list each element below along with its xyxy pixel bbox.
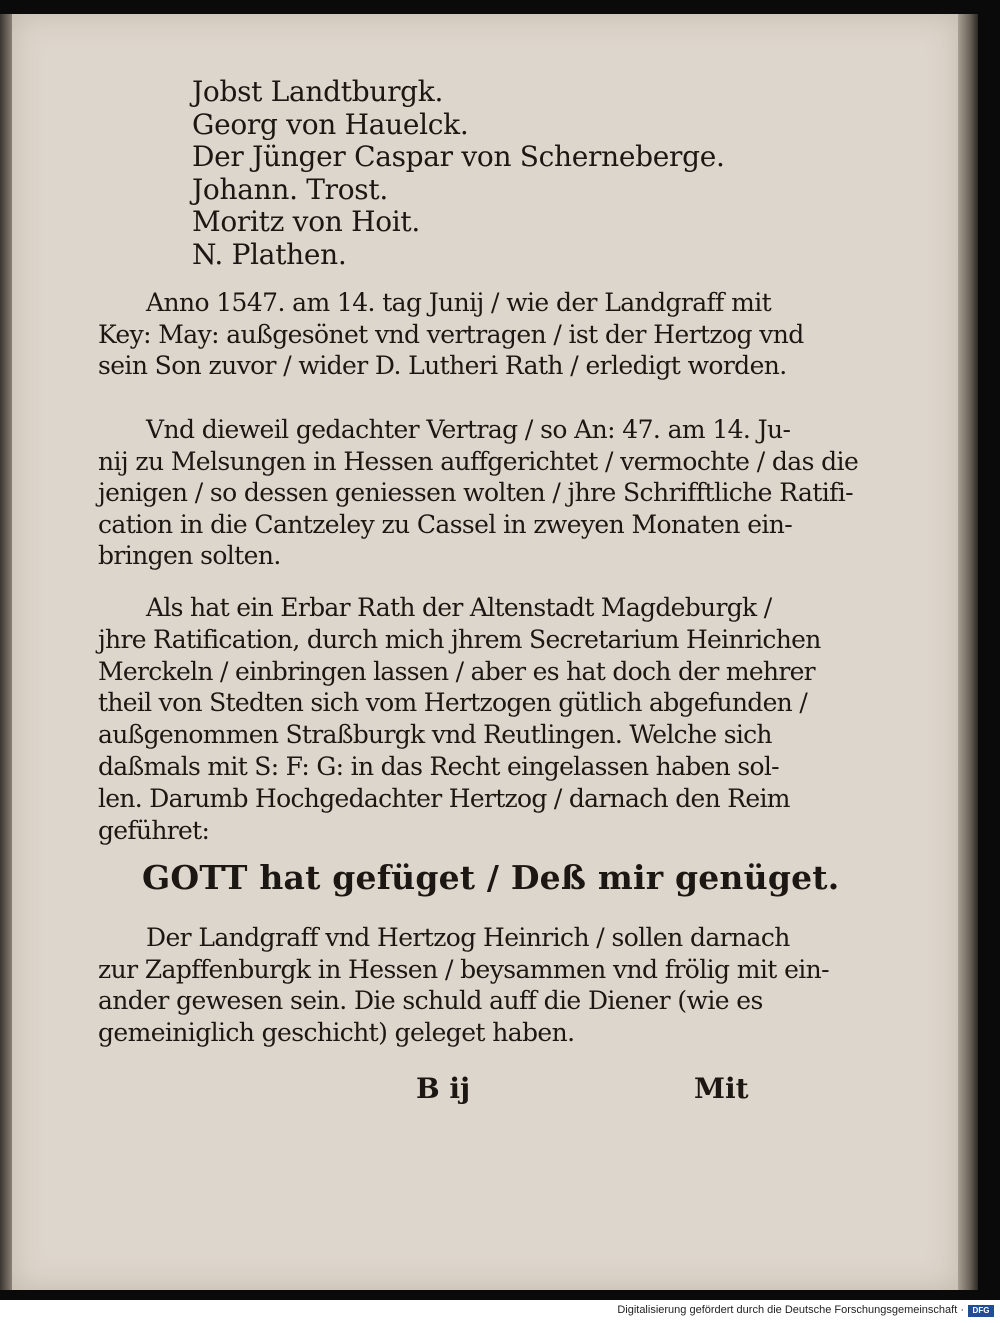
page-binding: [0, 14, 12, 1290]
paragraph-4: [98, 922, 829, 1048]
text-line: daßmals mit S: F: G: in das Recht eingelassen haben sol-: [98, 751, 779, 781]
text-line: bringen solten.: [98, 541, 281, 571]
catchword: Mit: [694, 1072, 749, 1105]
text-line: jenigen / so dessen geniessen wolten / jhre Schrifftliche Ratifi-: [98, 478, 854, 508]
name-line: Der Jünger Caspar von Scherneberge.: [192, 140, 725, 173]
text-line: len. Darumb Hochgedachter Hertzog / darnach den Reim: [98, 783, 790, 813]
text-line: sein Son zuvor / wider D. Lutheri Rath / erledigt worden.: [98, 351, 787, 381]
name-line: N. Plathen.: [192, 237, 347, 271]
footer-bar: [0, 1300, 1000, 1323]
paragraph-3: [98, 592, 821, 846]
dfg-logo: DFG: [968, 1305, 994, 1317]
text-line: cation in die Cantzeley zu Cassel in zweyen Monaten ein-: [98, 509, 793, 539]
text-line: nij zu Melsungen in Hessen auffgerichtet / vermochte / das die: [98, 446, 859, 476]
name-list: [192, 76, 725, 271]
text-line: Vnd dieweil gedachter Vertrag / so An: 47. am 14. Ju-: [146, 415, 791, 444]
text-line: Anno 1547. am 14. tag Junij / wie der Landgraff mit: [146, 288, 772, 317]
text-line: geführet:: [98, 815, 210, 845]
text-line: ander gewesen sein. Die schuld auff die Diener (wie es: [98, 986, 763, 1016]
text-line: Als hat ein Erbar Rath der Altenstadt Magdeburgk /: [146, 593, 772, 622]
name-line: Johann. Trost.: [192, 172, 388, 206]
text-line: jhre Ratification, durch mich jhrem Secretarium Heinrichen: [98, 624, 821, 654]
paragraph-1: [98, 287, 804, 382]
name-line: Georg von Hauelck.: [192, 107, 469, 141]
text-line: Der Landgraff vnd Hertzog Heinrich / sollen darnach: [146, 923, 790, 952]
text-line: theil von Stedten sich vom Hertzogen gütlich abgefunden /: [98, 688, 808, 718]
name-line: Moritz von Hoit.: [192, 205, 420, 238]
page-edge: [958, 14, 978, 1290]
paragraph-2: [98, 414, 858, 572]
motto-line: GOTT hat gefüget / Deß mir genüget.: [142, 858, 840, 897]
signature-mark: B ij: [416, 1072, 471, 1105]
text-line: gemeiniglich geschicht) geleget haben.: [98, 1017, 575, 1047]
name-line: Jobst Landtburgk.: [192, 75, 444, 108]
text-line: zur Zapffenburgk in Hessen / beysammen vnd frölig mit ein-: [98, 954, 830, 984]
text-line: Key: May: außgesönet vnd vertragen / ist der Hertzog vnd: [98, 319, 804, 349]
text-line: außgenommen Straßburgk vnd Reutlingen. Welche sich: [98, 720, 772, 750]
text-line: Merckeln / einbringen lassen / aber es hat doch der mehrer: [98, 656, 815, 686]
funding-credit: Digitalisierung gefördert durch die Deutsche Forschungsgemeinschaft ·: [617, 1304, 964, 1316]
book-page: [12, 14, 958, 1290]
